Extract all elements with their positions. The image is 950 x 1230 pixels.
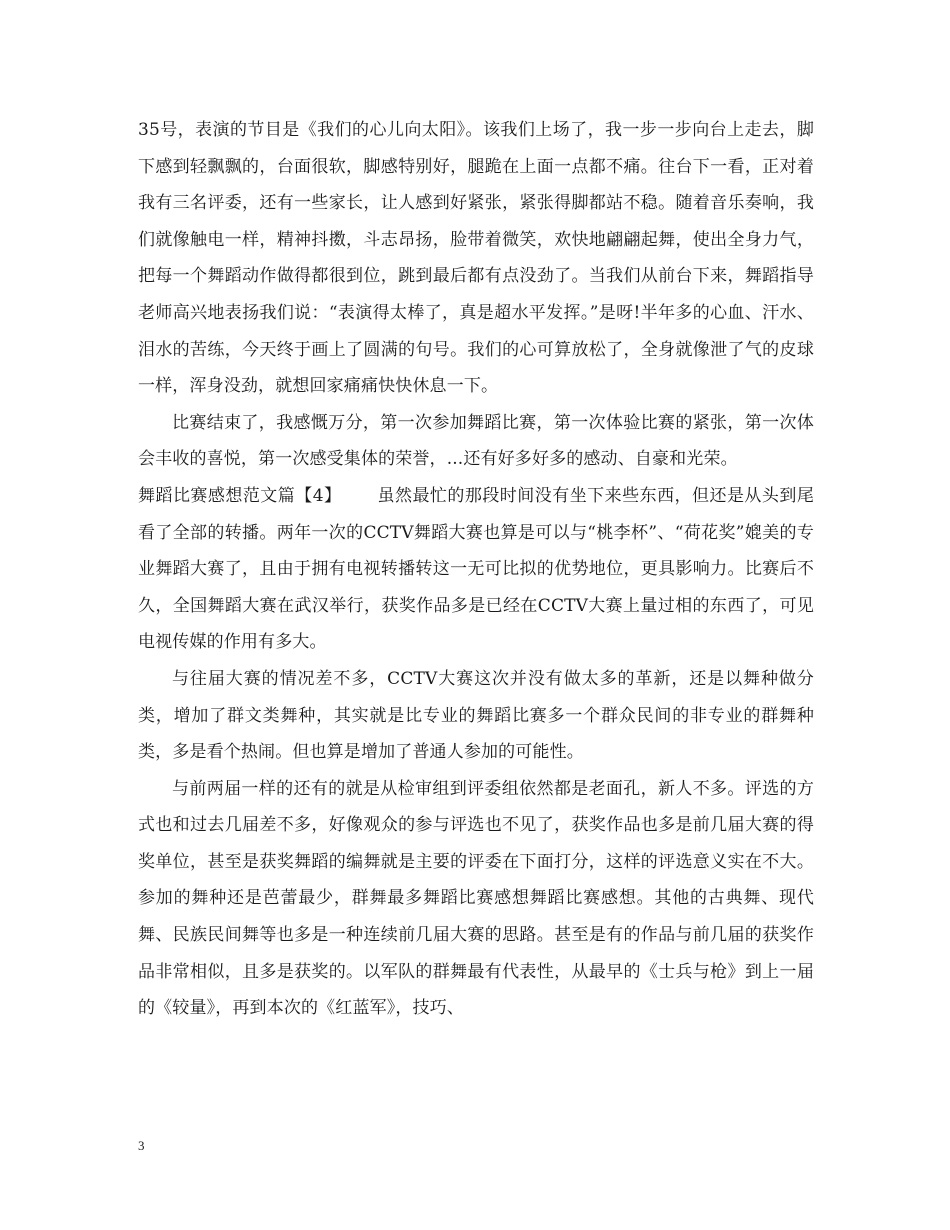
document-body bbox=[138, 112, 814, 1027]
paragraph-3: 与往届大赛的情况差不多，CCTV大赛这次并没有做太多的革新，还是以舞种做分类，增加了群文类舞种，其实就是比专业的舞蹈比赛多一个群众民间的非专业的群舞种类，多是看个热闹。但也算是增加了普通人参加的可能性。 bbox=[138, 668, 814, 763]
page-number: 3 bbox=[138, 1138, 145, 1153]
section-paragraph bbox=[138, 478, 814, 661]
paragraph-4: 与前两届一样的还有的就是从检审组到评委组依然都是老面孔，新人不多。评选的方式也和过去几届差不多，好像观众的参与评选也不见了，获奖作品也多是前几届大赛的得奖单位，甚至是获奖舞蹈的编舞就是主要的评委在下面打分，这样的评选意义实在不大。参加的舞种还是芭蕾最少，群舞最多舞蹈比赛感想舞蹈比赛感想。其他的古典舞、现代舞、民族民间舞等也多是一种连续前几届大赛的思路。甚至是有的作品与前几届的获奖作品非常相似，且多是获奖的。以军队的群舞最有代表性，从最早的《士兵与枪》到上一届的《较量》，再到本次的《红蓝军》，技巧、 bbox=[138, 778, 814, 1019]
section-heading: 舞蹈比赛感想范文篇【4】 bbox=[138, 485, 342, 506]
paragraph-1: 35号，表演的节目是《我们的心儿向太阳》。该我们上场了，我一步一步向台上走去，脚下感到轻飘飘的，台面很软，脚感特别好，腿跪在上面一点都不痛。往台下一看，正对着我有三名评委，还有一些家长，让人感到好紧张，紧张得脚都站不稳。随着音乐奏响，我们就像触电一样，精神抖擞，斗志昂扬，脸带着微笑，欢快地翩翩起舞，使出全身力气，把每一个舞蹈动作做得都很到位，跳到最后都有点没劲了。当我们从前台下来，舞蹈指导老师高兴地表扬我们说：“表演得太棒了，真是超水平发挥。”是呀!半年多的心血、汗水、泪水的苦练，今天终于画上了圆满的句号。我们的心可算放松了，全身就像泄了气的皮球一样，浑身没劲，就想回家痛痛快快休息一下。 bbox=[138, 120, 814, 397]
section-lead-text: 虽然最忙的那段时间没有坐下来些东西，但还是从头到尾看了全部的转播。两年一次的CCTV舞蹈大赛也算是可以与“桃李杯”、“荷花奖”媲美的专业舞蹈大赛了，且由于拥有电视转播转这一无可比拟的优势地位，更具影响力。比赛后不久，全国舞蹈大赛在武汉举行，获奖作品多是已经在CCTV大赛上量过相的东西了，可见电视传媒的作用有多大。 bbox=[138, 485, 814, 653]
paragraph-2: 比赛结束了，我感慨万分，第一次参加舞蹈比赛，第一次体验比赛的紧张，第一次体会丰收的喜悦，第一次感受集体的荣誉，...还有好多好多的感动、自豪和光荣。 bbox=[138, 412, 814, 470]
